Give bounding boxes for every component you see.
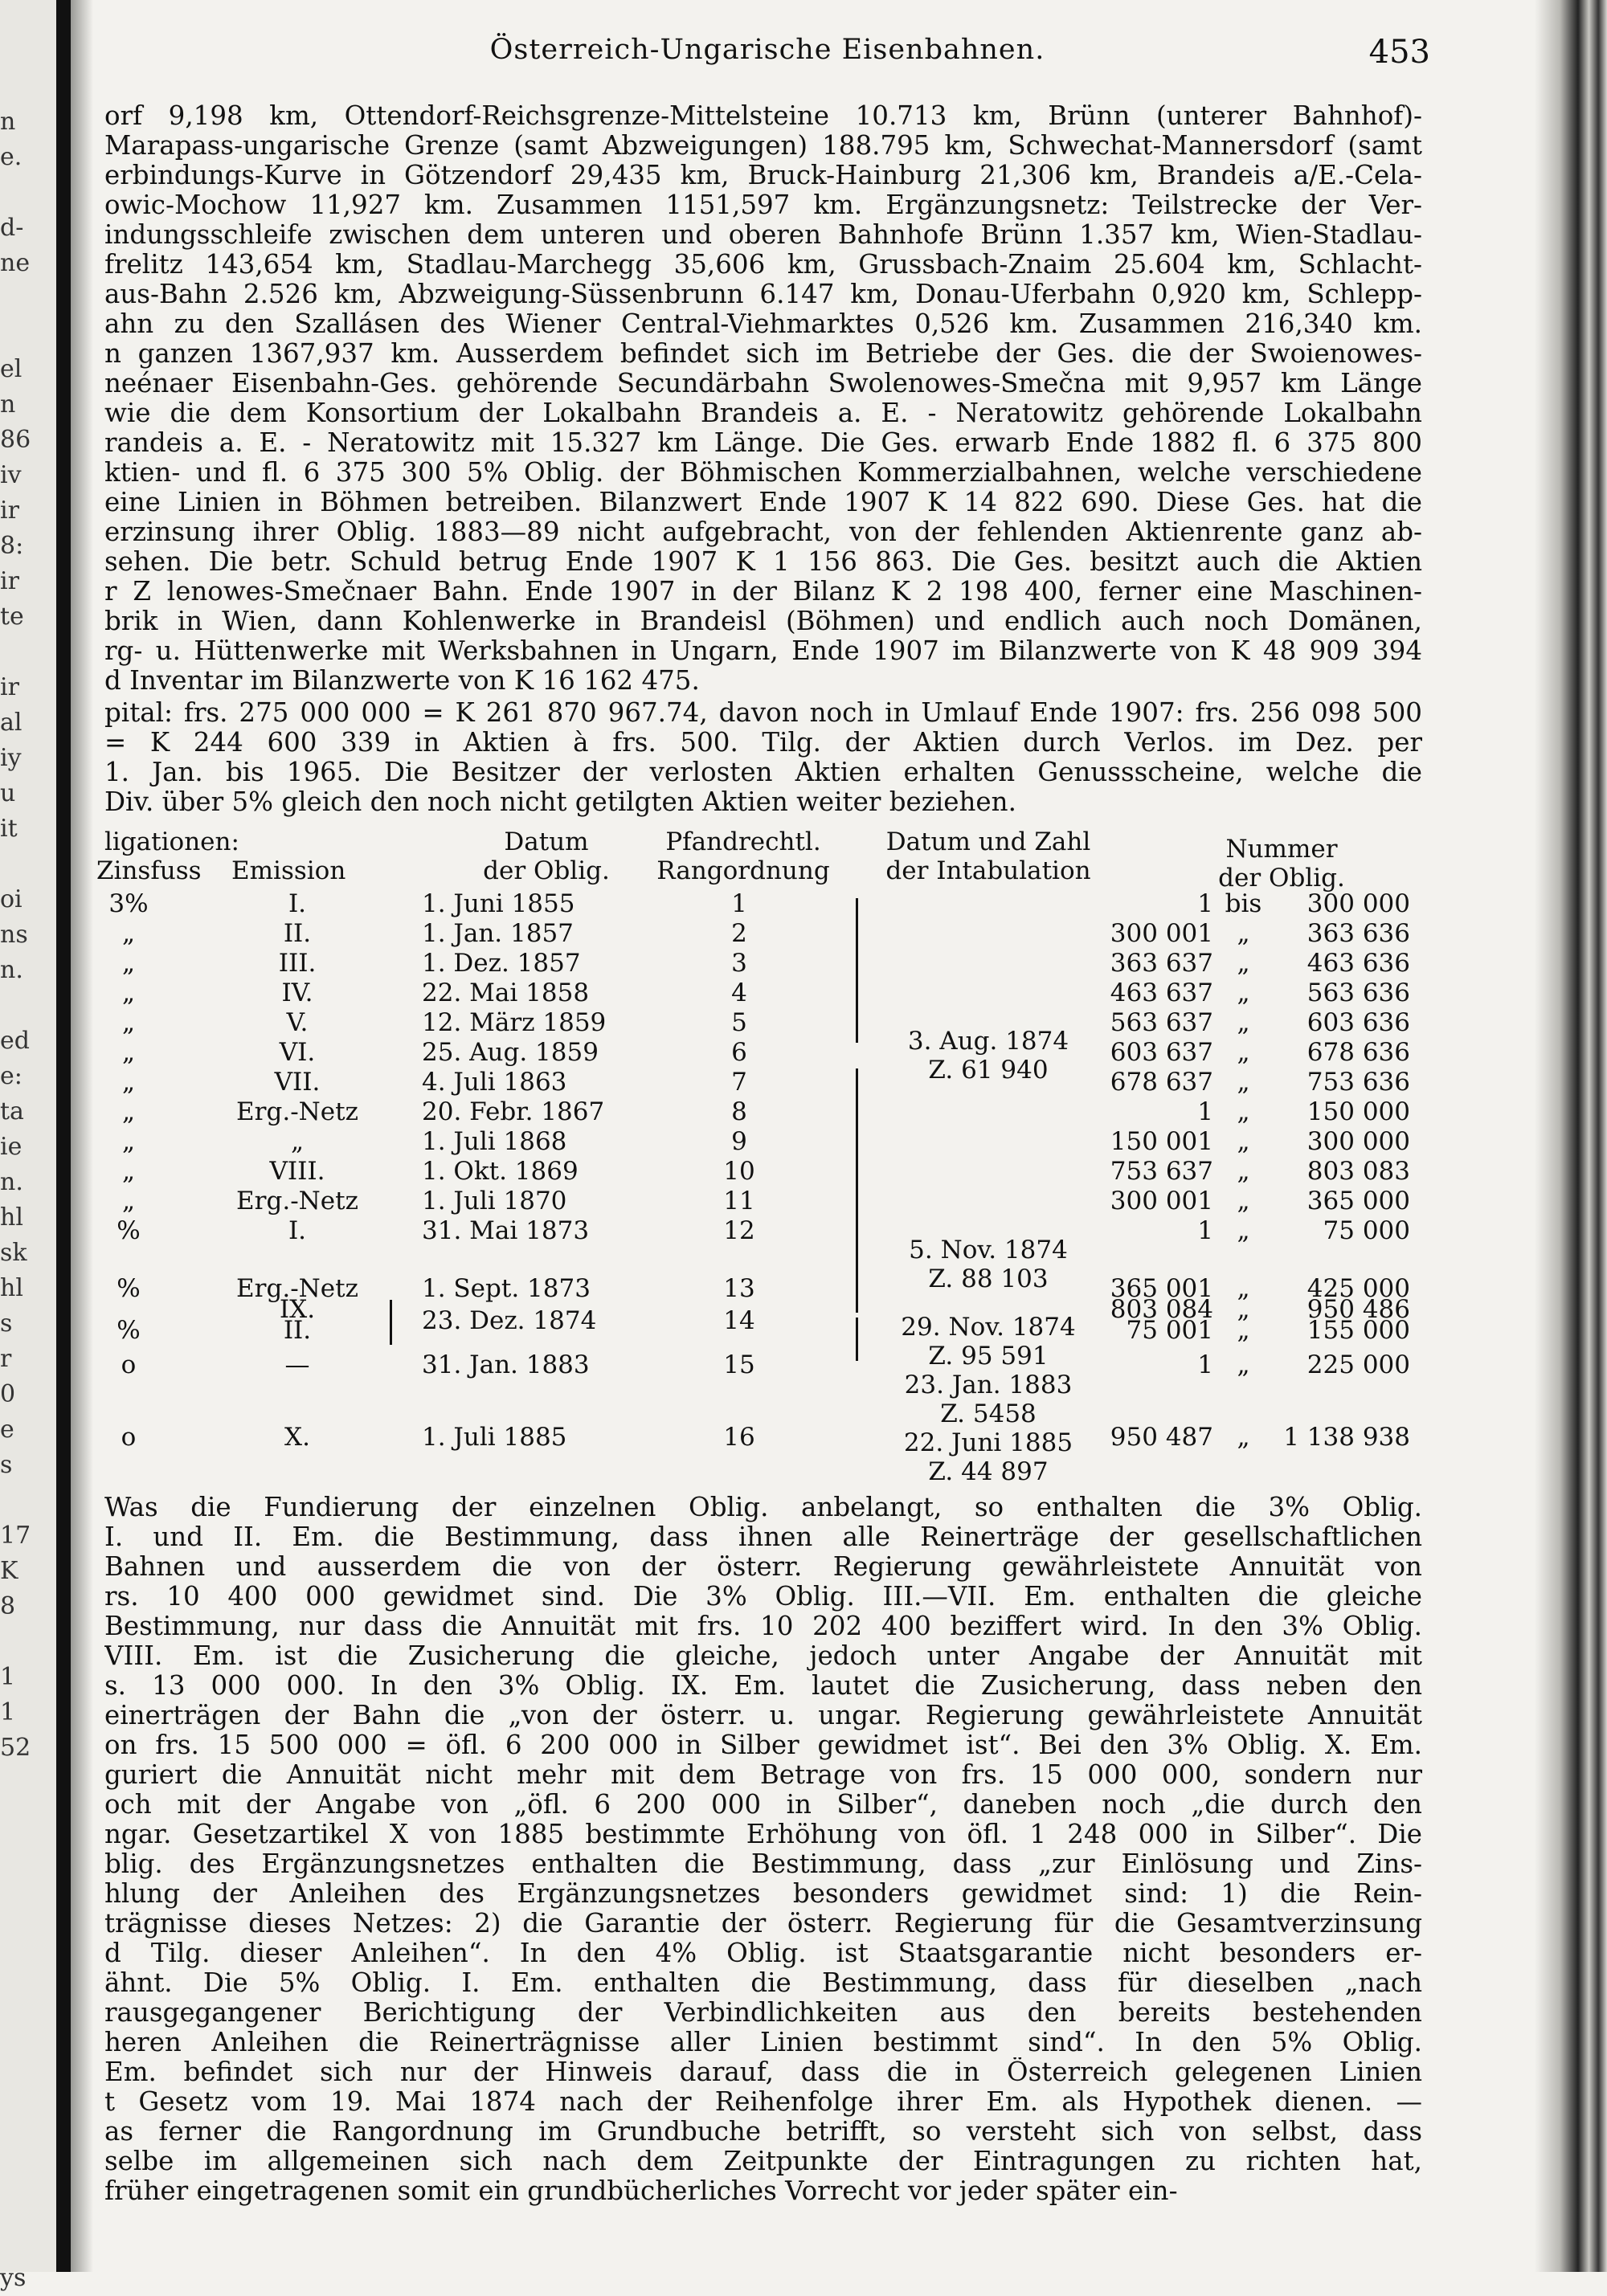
nummer-bis-cell: 300 000 (1306, 1127, 1410, 1156)
margin-fragment (0, 1836, 51, 1872)
intabulation-number: Z. 61 940 (928, 1056, 1049, 1085)
nummer-von-cell: 1 (1197, 889, 1213, 918)
margin-fragment: ir (0, 496, 19, 525)
intabulation-number: Z. 5458 (940, 1399, 1037, 1428)
zinsfuss-cell: „ (121, 1097, 136, 1126)
margin-fragment: n (0, 390, 16, 419)
nummer-sep-cell: „ (1237, 1008, 1250, 1037)
margin-fragment (0, 2119, 51, 2155)
zinsfuss-cell: „ (121, 1157, 136, 1186)
nummer-von-cell: 803 084 (1110, 1295, 1213, 1324)
nummer-sep-cell: „ (1237, 1350, 1250, 1379)
text-line: randeis a. E. - Neratowitz mit 15.327 km Länge. Die Ges. erwarb Ende 1882 fl. 6 375 800 (104, 428, 1422, 458)
datum-cell: 1. Sept. 1873 (422, 1274, 591, 1303)
intabulation-date: 29. Nov. 1874 (901, 1313, 1076, 1342)
datum-cell: 25. Aug. 1859 (422, 1038, 599, 1067)
margin-fragment: ed (0, 1027, 30, 1055)
nummer-bis-cell: 363 636 (1306, 919, 1410, 948)
text-line: Bestimmung, nur dass die Annuität mit frs. 10 202 400 beziffert wird. In den 3% Oblig. (104, 1612, 1422, 1641)
margin-fragment: it (0, 815, 18, 843)
margin-fragment (0, 317, 51, 352)
datum-cell: 20. Febr. 1867 (422, 1097, 605, 1126)
nummer-bis-cell: 753 636 (1306, 1068, 1410, 1097)
zinsfuss-cell: o (121, 1350, 137, 1379)
nummer-sep-cell: bis (1225, 889, 1262, 918)
text-line: erbindungs-Kurve in Götzendorf 29,435 km, Bruck-Hainburg 21,306 km, Brandeis a/E.-Cela- (104, 161, 1422, 190)
margin-fragment: e. (0, 143, 22, 171)
text-line: Marapass-ungarische Grenze (samt Abzweigungen) 188.795 km, Schwechat-Mannersdorf (samt (104, 131, 1422, 161)
margin-fragment: ir (0, 567, 19, 595)
text-line: früher eingetragenen somit ein grundbücherliches Vorrecht vor jeder später ein- (104, 2176, 1178, 2206)
text-line: blig. des Ergänzungsnetzes enthalten die Bestimmung, dass „zur Einlösung und Zins- (104, 1849, 1422, 1879)
text-line: neénaer Eisenbahn-Ges. gehörende Secundärbahn Swolenowes-Smečna mit 9,957 km Länge (104, 369, 1422, 398)
brace (390, 1300, 392, 1345)
nummer-bis-cell: 365 000 (1306, 1187, 1410, 1215)
text-line: guriert die Annuität nicht mehr mit dem Betrage von frs. 15 000 000, sondern nur (104, 1760, 1422, 1790)
nummer-von-cell: 1 (1197, 1216, 1213, 1245)
nummer-von-cell: 365 001 (1110, 1274, 1213, 1303)
rang-cell: 9 (731, 1127, 747, 1156)
nummer-von-cell: 150 001 (1110, 1127, 1213, 1156)
intabulation-date: 22. Juni 1885 (903, 1428, 1073, 1457)
nummer-von-cell: 363 637 (1110, 949, 1213, 978)
text-line: ahn zu den Szallásen des Wiener Central-Viehmarktes 0,526 km. Zusammen 216,340 km. (104, 309, 1422, 339)
margin-fragment: hl (0, 1203, 23, 1232)
margin-fragment: e (0, 1416, 14, 1444)
nummer-sep-cell: „ (1237, 949, 1250, 978)
datum-cell: 1. Juli 1868 (422, 1127, 567, 1156)
rang-cell: 7 (731, 1068, 747, 1097)
margin-fragment (0, 988, 51, 1023)
nummer-sep-cell: „ (1237, 1216, 1250, 1245)
nummer-bis-cell: 563 636 (1306, 978, 1410, 1007)
margin-fragment (0, 1483, 51, 1518)
brace (856, 898, 858, 1043)
nummer-von-cell: 1 (1197, 1097, 1213, 1126)
text-line: Div. über 5% gleich den noch nicht getilgten Aktien weiter beziehen. (104, 787, 1016, 817)
text-line: rs. 10 400 000 gewidmet sind. Die 3% Oblig. III.—VII. Em. enthalten die gleiche (104, 1582, 1422, 1612)
zinsfuss-cell: „ (121, 978, 136, 1007)
nummer-bis-cell: 75 000 (1323, 1216, 1410, 1245)
datum-cell: 1. Juli 1870 (422, 1187, 567, 1215)
nummer-von-cell: 300 001 (1110, 919, 1213, 948)
margin-fragment (0, 1943, 51, 1978)
text-line: ähnt. Die 5% Oblig. I. Em. enthalten die Bestimmung, dass für dieselben „nach (104, 1968, 1422, 1998)
fundierung-text (104, 1493, 1422, 2206)
margin-fragment: iv (0, 461, 22, 489)
emission-cell: IX. (279, 1295, 316, 1324)
rang-cell: 10 (723, 1157, 755, 1186)
margin-fragment (0, 1872, 51, 1907)
nummer-sep-cell: „ (1237, 1295, 1250, 1324)
text-line: einerträgen der Bahn die „von der österr. u. ungar. Regierung gewährleistete Annuität (104, 1701, 1422, 1730)
intabulation-number: Z. 44 897 (928, 1457, 1049, 1486)
margin-fragment: 1 (0, 1663, 16, 1691)
datum-cell: 4. Juli 1863 (422, 1068, 567, 1097)
text-line: sehen. Die betr. Schuld betrug Ende 1907 K 1 156 863. Die Ges. besitzt auch die Aktien (104, 547, 1422, 577)
text-line: rausgegangener Berichtigung der Verbindlichkeiten aus den bereits bestehenden (104, 1998, 1422, 2028)
rang-cell: 4 (731, 978, 747, 1007)
text-line: eine Linien in Böhmen betreiben. Bilanzwert Ende 1907 K 14 822 690. Diese Ges. hat die (104, 488, 1422, 517)
nummer-von-cell: 950 487 (1110, 1423, 1213, 1452)
page-right-edge (1535, 0, 1607, 2272)
margin-fragment: 1 (0, 1698, 16, 1726)
zinsfuss-cell: „ (121, 949, 136, 978)
text-line: trägnisse dieses Netzes: 2) die Garantie der österr. Regierung für die Gesamtverzinsung (104, 1909, 1422, 1939)
margin-fragment: n. (0, 956, 23, 984)
margin-fragment (0, 1907, 51, 1943)
text-line: Em. befindet sich nur der Hinweis darauf, dass die in Österreich gelegenen Linien (104, 2057, 1422, 2087)
rang-cell: 11 (723, 1187, 755, 1215)
margin-fragment: hl (0, 1274, 23, 1302)
nummer-bis-cell: 950 486 (1306, 1295, 1410, 1324)
rang-cell: 6 (731, 1038, 747, 1067)
header-pfand-1: Pfandrechtl. (665, 827, 821, 856)
emission-cell: VIII. (269, 1157, 325, 1186)
nummer-sep-cell: „ (1237, 1127, 1250, 1156)
nummer-bis-cell: 300 000 (1306, 889, 1410, 918)
margin-fragment: 8 (0, 1592, 16, 1620)
zinsfuss-cell: „ (121, 1008, 136, 1037)
text-line: = K 244 600 339 in Aktien à frs. 500. Tilg. der Aktien durch Verlos. im Dez. per (104, 728, 1422, 758)
nummer-bis-cell: 803 083 (1306, 1157, 1410, 1186)
datum-cell: 1. Jan. 1857 (422, 919, 574, 948)
margin-fragment: r (0, 1345, 12, 1373)
margin-fragment: ys (0, 2264, 27, 2292)
rang-cell: 15 (723, 1350, 755, 1379)
nummer-von-cell: 603 637 (1110, 1038, 1213, 1067)
emission-cell: Erg.-Netz (236, 1274, 358, 1303)
rang-cell: 13 (723, 1274, 755, 1303)
header-nummer-2: der Oblig. (1218, 864, 1345, 893)
zinsfuss-cell: o (121, 1423, 137, 1452)
zinsfuss-cell: 3% (108, 889, 149, 918)
emission-cell: VII. (274, 1068, 321, 1097)
nummer-sep-cell: „ (1237, 1187, 1250, 1215)
nummer-sep-cell: „ (1237, 1274, 1250, 1303)
margin-fragment: s (0, 1309, 13, 1338)
margin-fragment (0, 1766, 51, 1801)
emission-cell: II. (283, 1316, 312, 1345)
nummer-sep-cell: „ (1237, 1097, 1250, 1126)
margin-fragment: 17 (0, 1522, 31, 1550)
margin-fragment (0, 175, 51, 210)
margin-fragment (0, 2084, 51, 2119)
emission-cell: I. (288, 1216, 307, 1245)
text-line: aus-Bahn 2.526 km, Abzweigung-Süssenbrunn 6.147 km, Donau-Uferbahn 0,920 km, Schlepp- (104, 280, 1422, 309)
text-line: heren Anleihen die Reinerträgnisse aller Linien bestimmt sind“. In den 5% Oblig. (104, 2028, 1422, 2057)
text-line: indungsschleife zwischen dem unteren und oberen Bahnhofe Brünn 1.357 km, Wien-Stadlau- (104, 220, 1422, 250)
rang-cell: 1 (731, 889, 747, 918)
margin-fragment: n. (0, 1168, 23, 1196)
zinsfuss-cell: % (117, 1274, 141, 1303)
nummer-von-cell: 75 001 (1126, 1316, 1213, 1345)
margin-fragment: al (0, 709, 22, 737)
nummer-von-cell: 753 637 (1110, 1157, 1213, 1186)
margin-fragment: e: (0, 1062, 22, 1090)
page-number: 453 (1368, 34, 1430, 71)
text-line: Bahnen und ausserdem die von der österr. Regierung gewährleistete Annuität von (104, 1552, 1422, 1582)
margin-fragment (0, 2190, 51, 2225)
rang-cell: 2 (731, 919, 747, 948)
text-line: 1. Jan. bis 1965. Die Besitzer der verlosten Aktien erhalten Genussscheine, welche die (104, 758, 1422, 787)
table-title: ligationen: (104, 827, 239, 856)
datum-cell: 31. Mai 1873 (422, 1216, 590, 1245)
margin-fragment: oi (0, 885, 22, 913)
company-description (104, 101, 1422, 696)
margin-fragment: el (0, 355, 22, 383)
brace (856, 1318, 858, 1361)
text-line: orf 9,198 km, Ottendorf-Reichsgrenze-Mittelsteine 10.713 km, Brünn (unterer Bahnhof)- (104, 101, 1422, 131)
datum-cell: 31. Jan. 1883 (422, 1350, 590, 1379)
margin-fragment (0, 1624, 51, 1660)
facing-page-fragments (0, 104, 51, 2296)
zinsfuss-cell: „ (121, 1187, 136, 1215)
nummer-bis-cell: 155 000 (1306, 1316, 1410, 1345)
nummer-sep-cell: „ (1237, 1068, 1250, 1097)
rang-cell: 8 (731, 1097, 747, 1126)
nummer-von-cell: 300 001 (1110, 1187, 1213, 1215)
datum-cell: 1. Juni 1855 (422, 889, 575, 918)
header-zinsfuss: Zinsfuss (96, 856, 202, 885)
margin-fragment (0, 2155, 51, 2190)
nummer-bis-cell: 463 636 (1306, 949, 1410, 978)
text-line: rg- u. Hüttenwerke mit Werksbahnen in Ungarn, Ende 1907 im Bilanzwerte von K 48 909 394 (104, 636, 1422, 666)
text-line: t Gesetz vom 19. Mai 1874 nach der Reihenfolge ihrer Em. als Hypothek dienen. — (104, 2087, 1422, 2117)
margin-fragment: te (0, 603, 24, 631)
text-line: pital: frs. 275 000 000 = K 261 870 967.74, davon noch in Umlauf Ende 1907: frs. 256 098 500 (104, 698, 1422, 728)
margin-fragment: sk (0, 1239, 27, 1267)
datum-cell: 1. Okt. 1869 (422, 1157, 579, 1186)
header-emission: Emission (231, 856, 346, 885)
margin-fragment: n (0, 108, 16, 136)
brace (856, 1252, 858, 1313)
margin-fragment (0, 635, 51, 670)
text-line: owic-Mochow 11,927 km. Zusammen 1151,597 km. Ergänzungsnetz: Teilstrecke der Ver- (104, 190, 1422, 220)
emission-cell: X. (284, 1423, 310, 1452)
nummer-bis-cell: 1 138 938 (1283, 1423, 1410, 1452)
margin-fragment: s (0, 1451, 13, 1479)
margin-fragment: 0 (0, 1380, 16, 1408)
margin-fragment: 8: (0, 532, 24, 560)
margin-fragment (0, 847, 51, 882)
text-line: d Inventar im Bilanzwerte von K 16 162 475. (104, 666, 700, 696)
margin-fragment (0, 2225, 51, 2261)
rang-cell: 5 (731, 1008, 747, 1037)
datum-cell: 23. Dez. 1874 (422, 1306, 597, 1335)
nummer-von-cell: 463 637 (1110, 978, 1213, 1007)
emission-cell: IV. (281, 978, 313, 1007)
datum-cell: 1. Dez. 1857 (422, 949, 581, 978)
capital-section (104, 698, 1422, 817)
text-line: s. 13 000 000. In den 3% Oblig. IX. Em. lautet die Zusicherung, dass neben den (104, 1671, 1422, 1701)
margin-fragment (0, 1801, 51, 1836)
nummer-von-cell: 678 637 (1110, 1068, 1213, 1097)
text-line: d Tilg. dieser Anleihen“. In den 4% Oblig. ist Staatsgarantie nicht besonders er- (104, 1939, 1422, 1968)
text-line: brik in Wien, dann Kohlenwerke in Brandeisl (Böhmen) und endlich auch noch Domänen, (104, 607, 1422, 636)
zinsfuss-cell: % (117, 1216, 141, 1245)
text-line: on frs. 15 500 000 = öfl. 6 200 000 in Silber gewidmet ist“. Bei den 3% Oblig. X. Em. (104, 1730, 1422, 1760)
nummer-bis-cell: 425 000 (1306, 1274, 1410, 1303)
margin-fragment: 52 (0, 1734, 31, 1762)
header-pfand-2: Rangordnung (656, 856, 830, 885)
emission-cell: Erg.-Netz (236, 1187, 358, 1215)
text-line: wie die dem Konsortium der Lokalbahn Brandeis a. E. - Neratowitz gehörende Lokalbahn (104, 398, 1422, 428)
text-line: ktien- und fl. 6 375 300 5% Oblig. der Böhmischen Kommerzialbahnen, welche verschiedene (104, 458, 1422, 488)
text-line: selbe im allgemeinen sich nach dem Zeitpunkte der Eintragungen zu richten hat, (104, 2147, 1422, 2176)
brace (856, 1068, 858, 1253)
nummer-sep-cell: „ (1237, 978, 1250, 1007)
intabulation-date: 5. Nov. 1874 (909, 1236, 1068, 1264)
header-datum-1: Datum (504, 827, 589, 856)
header-nummer-1: Nummer (1225, 835, 1338, 864)
nummer-bis-cell: 678 636 (1306, 1038, 1410, 1067)
emission-cell: V. (286, 1008, 309, 1037)
margin-fragment: ns (0, 921, 28, 949)
margin-fragment (0, 281, 51, 317)
nummer-von-cell: 563 637 (1110, 1008, 1213, 1037)
gutter-shadow (71, 0, 93, 2272)
emission-cell: II. (283, 919, 312, 948)
zinsfuss-cell: „ (121, 1038, 136, 1067)
margin-fragment: iy (0, 744, 22, 772)
zinsfuss-cell: % (117, 1316, 141, 1345)
intabulation-date: 3. Aug. 1874 (907, 1027, 1069, 1056)
intabulation-number: Z. 88 103 (928, 1264, 1049, 1293)
text-line: VIII. Em. ist die Zusicherung die gleiche, jedoch unter Angabe der Annuität mit (104, 1641, 1422, 1671)
text-line: och mit der Angabe von „öfl. 6 200 000 in Silber“, daneben noch „die durch den (104, 1790, 1422, 1820)
nummer-sep-cell: „ (1237, 1038, 1250, 1067)
datum-cell: 22. Mai 1858 (422, 978, 590, 1007)
text-line: erzinsung ihrer Oblig. 1883—89 nicht aufgebracht, von der fehlenden Aktienrente ganz ab- (104, 517, 1422, 547)
running-header (104, 34, 1430, 74)
margin-fragment: K (0, 1557, 18, 1585)
zinsfuss-cell: „ (121, 1068, 136, 1097)
text-line: frelitz 143,654 km, Stadlau-Marchegg 35,606 km, Grussbach-Znaim 25.604 km, Schlacht- (104, 250, 1422, 280)
margin-fragment: ie (0, 1133, 22, 1161)
text-line: Was die Fundierung der einzelnen Oblig. anbelangt, so enthalten die 3% Oblig. (104, 1493, 1422, 1522)
margin-fragment (0, 2049, 51, 2084)
nummer-sep-cell: „ (1237, 919, 1250, 948)
emission-cell: „ (290, 1127, 305, 1156)
zinsfuss-cell: „ (121, 1127, 136, 1156)
running-title: Österreich-Ungarische Eisenbahnen. (489, 34, 1045, 66)
emission-cell: III. (278, 949, 317, 978)
intabulation-number: Z. 95 591 (928, 1342, 1049, 1371)
nummer-bis-cell: 150 000 (1306, 1097, 1410, 1126)
rang-cell: 14 (723, 1306, 755, 1335)
emission-cell: VI. (279, 1038, 316, 1067)
nummer-bis-cell: 225 000 (1306, 1350, 1410, 1379)
header-datum-2: der Oblig. (483, 856, 610, 885)
margin-fragment (0, 1978, 51, 2013)
emission-cell: Erg.-Netz (236, 1097, 358, 1126)
nummer-von-cell: 1 (1197, 1350, 1213, 1379)
rang-cell: 3 (731, 949, 747, 978)
margin-fragment: ir (0, 673, 19, 701)
obligations-table (96, 827, 1430, 1502)
text-line: as ferner die Rangordnung im Grundbuche betrifft, so versteht sich von selbst, dass (104, 2117, 1422, 2147)
header-intab-2: der Intabulation (885, 856, 1091, 885)
emission-cell: — (284, 1350, 310, 1379)
text-line: hlung der Anleihen des Ergänzungsnetzes besonders gewidmet sind: 1) die Rein- (104, 1879, 1422, 1909)
margin-fragment: 86 (0, 426, 31, 454)
margin-fragment (0, 2013, 51, 2049)
nummer-sep-cell: „ (1237, 1423, 1250, 1452)
margin-fragment: u (0, 779, 16, 807)
rang-cell: 16 (723, 1423, 755, 1452)
emission-cell: I. (288, 889, 307, 918)
text-line: I. und II. Em. die Bestimmung, dass ihnen alle Reinerträge der gesellschaftlichen (104, 1522, 1422, 1552)
margin-fragment: ta (0, 1097, 24, 1126)
nummer-sep-cell: „ (1237, 1157, 1250, 1186)
text-line: n ganzen 1367,937 km. Ausserdem befindet sich im Betriebe der Ges. die der Swoienowes- (104, 339, 1422, 369)
rang-cell: 12 (723, 1216, 755, 1245)
header-intab-1: Datum und Zahl (885, 827, 1091, 856)
zinsfuss-cell: „ (121, 919, 136, 948)
nummer-sep-cell: „ (1237, 1316, 1250, 1345)
margin-fragment: d- (0, 214, 24, 242)
text-line: ngar. Gesetzartikel X von 1885 bestimmte Erhöhung von öfl. 1 248 000 in Silber“. Die (104, 1820, 1422, 1849)
nummer-bis-cell: 603 636 (1306, 1008, 1410, 1037)
binding-edge (56, 0, 71, 2272)
datum-cell: 12. März 1859 (422, 1008, 607, 1037)
text-line: r Z lenowes-Smečnaer Bahn. Ende 1907 in der Bilanz K 2 198 400, ferner eine Maschinen- (104, 577, 1422, 607)
margin-fragment: ne (0, 249, 31, 277)
intabulation-date: 23. Jan. 1883 (904, 1371, 1073, 1399)
datum-cell: 1. Juli 1885 (422, 1423, 567, 1452)
